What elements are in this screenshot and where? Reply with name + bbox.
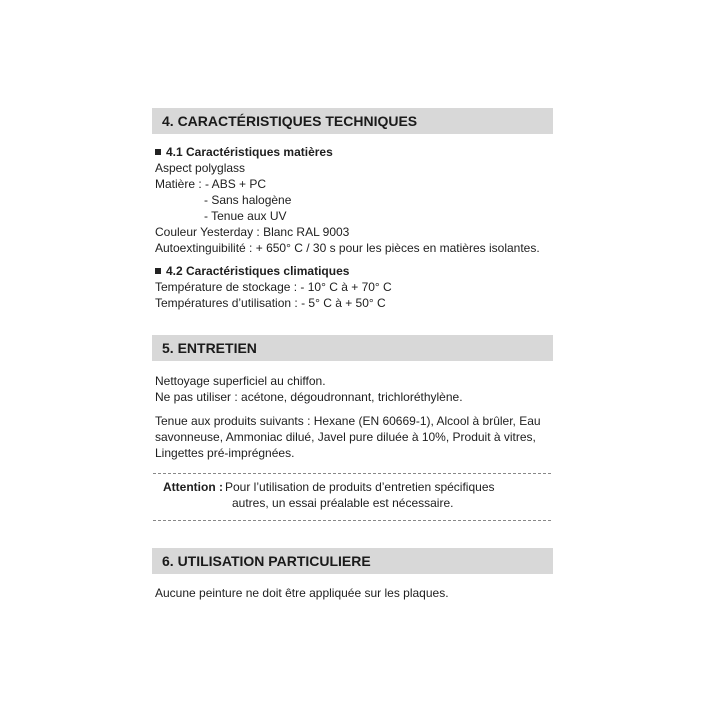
attention-text-1: Pour l’utilisation de produits d’entretien spécifiques <box>225 480 495 494</box>
subsection-4-1-heading <box>155 145 333 160</box>
stockage-line: Température de stockage : - 10° C à + 70° C <box>155 280 392 294</box>
nettoyage-line: Nettoyage superficiel au chiffon. <box>155 374 326 388</box>
tenue-line-3: Lingettes pré-imprégnées. <box>155 446 295 460</box>
bullet-square-icon <box>155 268 161 274</box>
utilisation-temp-line: Températures d’utilisation : - 5° C à + 50° C <box>155 296 386 310</box>
couleur-line: Couleur Yesterday : Blanc RAL 9003 <box>155 225 350 239</box>
subsection-4-2-heading <box>155 264 349 279</box>
aspect-line: Aspect polyglass <box>155 161 246 175</box>
subsection-4-1-title: 4.1 Caractéristiques matières <box>166 145 333 159</box>
attention-label: Attention : <box>163 480 223 494</box>
utilisation-particuliere-text: Aucune peinture ne doit être appliquée sur les plaques. <box>155 586 449 600</box>
subsection-4-2-title: 4.2 Caractéristiques climatiques <box>166 264 350 278</box>
section-6-heading: 6. UTILISATION PARTICULIERE <box>152 548 553 574</box>
ne-pas-utiliser-line: Ne pas utiliser : acétone, dégoudronnant, trichloréthylène. <box>155 390 463 404</box>
autoextinguibilite-line: Autoextinguibilité : + 650° C / 30 s pour les pièces en matières isolantes. <box>155 241 540 255</box>
bullet-square-icon <box>155 149 161 155</box>
section-4-heading: 4. CARACTÉRISTIQUES TECHNIQUES <box>152 108 553 134</box>
uv-line: - Tenue aux UV <box>204 209 287 223</box>
tenue-line-2: savonneuse, Ammoniac dilué, Javel pure diluée à 10%, Produit à vitres, <box>155 430 536 444</box>
section-5-heading: 5. ENTRETIEN <box>152 335 553 361</box>
matiere-line: Matière : - ABS + PC <box>155 177 267 191</box>
attention-text-2: autres, un essai préalable est nécessaire. <box>232 496 454 510</box>
tenue-line-1: Tenue aux produits suivants : Hexane (EN 60669-1), Alcool à brûler, Eau <box>155 414 541 428</box>
attention-box <box>153 473 551 521</box>
halogene-line: - Sans halogène <box>204 193 292 207</box>
